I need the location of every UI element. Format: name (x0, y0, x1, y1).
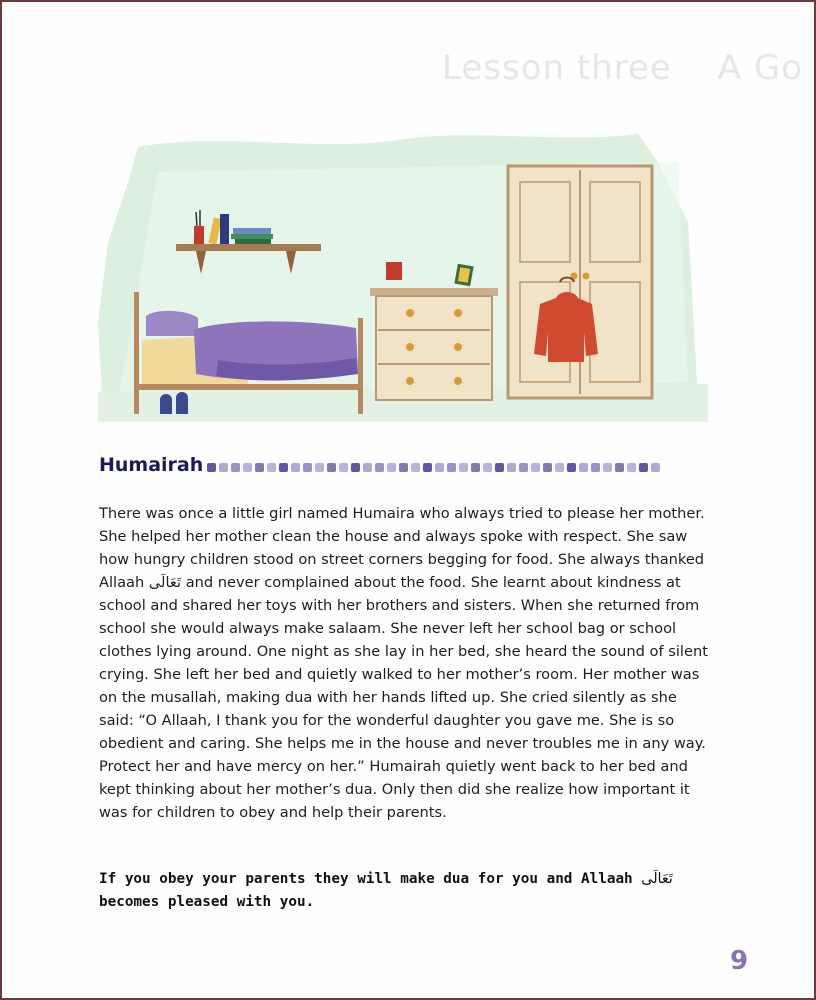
heading-dash (495, 463, 504, 472)
heading-dash (639, 463, 648, 472)
heading-dash (411, 463, 420, 472)
heading-dash (375, 463, 384, 472)
faded-title-fragment: A Go (717, 48, 804, 88)
page-number: 9 (730, 946, 749, 976)
heading-dash (483, 463, 492, 472)
heading-dash (291, 463, 300, 472)
heading-dash-decoration (207, 463, 663, 472)
heading-dash (327, 463, 336, 472)
heading-dash (279, 463, 288, 472)
heading-dash (507, 463, 516, 472)
moral-text-part-1: If you obey your parents they will make dua for you and Allaah (99, 871, 633, 887)
heading-dash (555, 463, 564, 472)
heading-dash (519, 463, 528, 472)
heading-dash (243, 463, 252, 472)
story-text-part-2: and never complained about the food. She learnt about kindness at school and shared her toys with her brothers and sisters. When she returned from school she would always make salaam. She never left her school bag or school clothes lying around. One night as she lay in her bed, she heard the sound of silent crying. She left her bed and quietly walked to her mother’s room. Her mother was on the musallah, making dua with her hands lifted up. She cried silently as she said: “O Allaah, I thank you for the wonderful daughter you gave me. She is so obedient and caring. She helps me in the house and never troubles me in any way. Protect her and have mercy on her.” Humairah quietly went back to her bed and kept thinking about her mother’s dua. Only then did she realize how important it was for children to obey and help their parents. (99, 574, 708, 821)
story-paragraph (99, 502, 711, 824)
wardrobe-icon (508, 166, 652, 398)
section-heading: Humairah (99, 454, 204, 476)
heading-dash (399, 463, 408, 472)
moral-text-part-2: becomes pleased with you. (99, 893, 315, 910)
story-arabic-text: تَعَالَى (148, 574, 182, 591)
heading-dash (315, 463, 324, 472)
heading-dash (255, 463, 264, 472)
heading-dash (219, 463, 228, 472)
heading-dash (423, 463, 432, 472)
heading-dash (579, 463, 588, 472)
heading-dash (627, 463, 636, 472)
heading-dash (591, 463, 600, 472)
heading-dash (387, 463, 396, 472)
heading-dash (615, 463, 624, 472)
heading-dash (543, 463, 552, 472)
heading-dash (339, 463, 348, 472)
heading-dash (351, 463, 360, 472)
bedroom-illustration (98, 122, 708, 422)
section-heading-row (99, 454, 663, 476)
heading-dash (435, 463, 444, 472)
heading-dash (447, 463, 456, 472)
heading-dash (651, 463, 660, 472)
heading-dash (603, 463, 612, 472)
heading-dash (567, 463, 576, 472)
heading-dash (363, 463, 372, 472)
heading-dash (303, 463, 312, 472)
heading-dash (207, 463, 216, 472)
heading-dash (231, 463, 240, 472)
heading-dash (471, 463, 480, 472)
moral-arabic-text: تَعَالَى (641, 871, 673, 887)
heading-dash (267, 463, 276, 472)
heading-dash (531, 463, 540, 472)
faded-title-text: Lesson three (442, 48, 672, 88)
faded-lesson-title (442, 48, 803, 88)
story-text-part-1: There was once a little girl named Humaira who always tried to please her mother. She helped her mother clean the house and always spoke with respect. She saw how hungry children stood on street corners begging for food. She always thanked Allaah (99, 505, 705, 591)
moral-statement (99, 868, 699, 913)
heading-dash (459, 463, 468, 472)
